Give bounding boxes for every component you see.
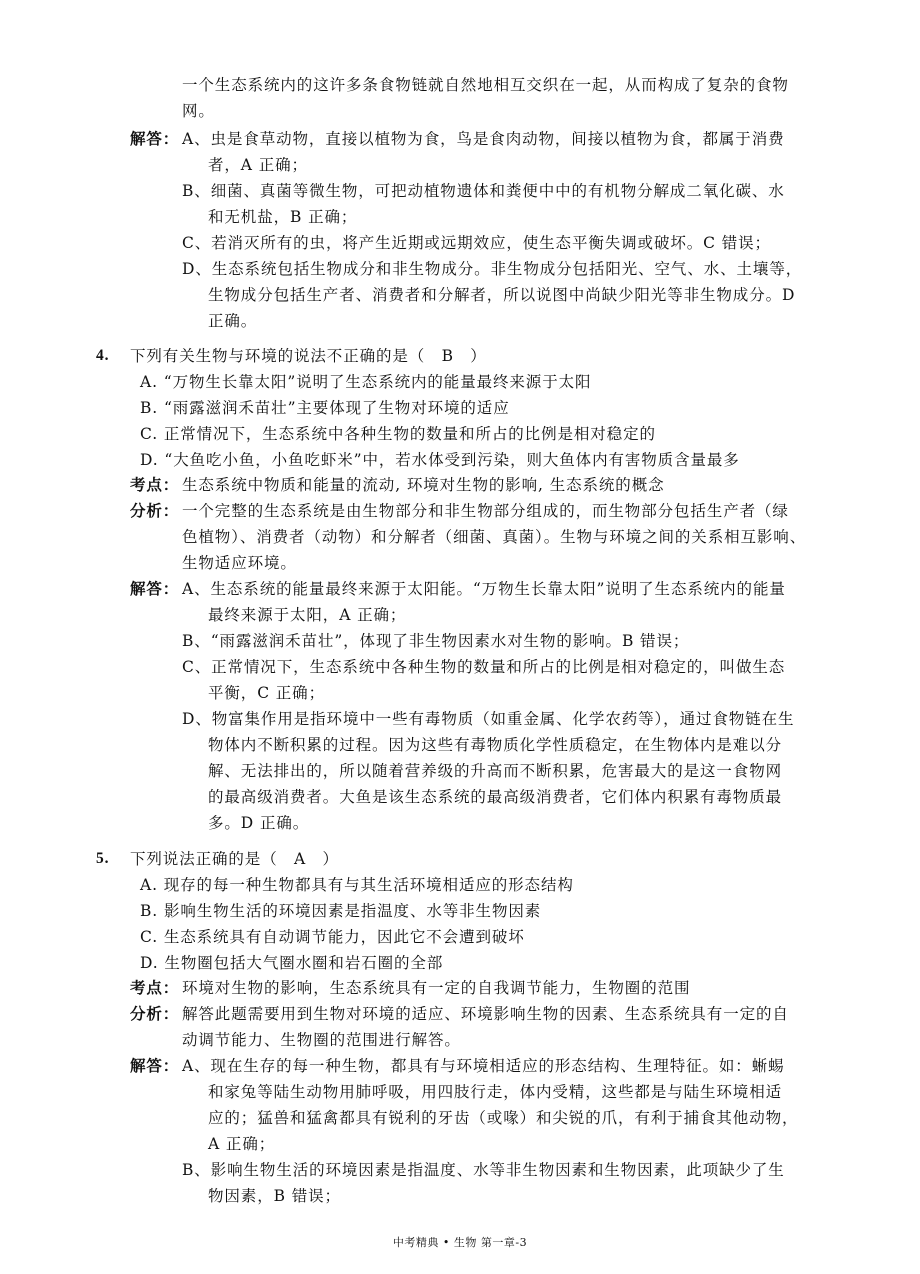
q4-number: 4. bbox=[96, 347, 110, 364]
q5-point: 环境对生物的影响，生态系统具有一定的自我调节能力，生物圈的范围 bbox=[182, 979, 691, 997]
q5-answer-line: A 正确； bbox=[208, 1135, 276, 1153]
q3-analysis-line: 网。 bbox=[182, 102, 215, 120]
q4-option-a: A. “万物生长靠太阳”说明了生态系统内的能量最终来源于太阳 bbox=[140, 373, 592, 391]
q3-answer-line: D、生态系统包括生物成分和非生物成分。非生物成分包括阳光、空气、水、土壤等， bbox=[182, 260, 803, 278]
q3-answer-line: 者，A 正确； bbox=[208, 156, 308, 174]
q4-analysis-line: 色植物）、消费者（动物）和分解者（细菌、真菌）。生物与环境之间的关系相互影响、 bbox=[182, 528, 807, 546]
q5-answer-line: B、影响生物生活的环境因素是指温度、水等非生物因素和生物因素，此项缺少了生 bbox=[182, 1161, 785, 1179]
q3-answer-line: B、细菌、真菌等微生物，可把动植物遗体和粪便中中的有机物分解成二氧化碳、水 bbox=[182, 182, 785, 200]
q5-stem: 下列说法正确的是（ A ） bbox=[130, 850, 339, 868]
q5-point-label: 考点： bbox=[130, 978, 180, 997]
q4-point: 生态系统中物质和能量的流动, 环境对生物的影响, 生态系统的概念 bbox=[182, 476, 665, 494]
q4-answer-line: A、生态系统的能量最终来源于太阳能。“万物生长靠太阳”说明了生态系统内的能量 bbox=[182, 580, 786, 598]
q5-answer-line: 物因素，B 错误； bbox=[208, 1187, 341, 1205]
q4-answer-line: 的最高级消费者。大鱼是该生态系统的最高级消费者，它们体内积累有毒物质最 bbox=[208, 788, 783, 806]
q5-analysis-line: 解答此题需要用到生物对环境的适应、环境影响生物的因素、生态系统具有一定的自 bbox=[182, 1005, 789, 1023]
q3-answer-label: 解答： bbox=[130, 129, 180, 148]
q3-answer-line: 和无机盐，B 正确； bbox=[208, 208, 358, 226]
q3-answer-line: C、若消灭所有的虫，将产生近期或远期效应，使生态平衡失调或破坏。C 错误； bbox=[182, 234, 771, 252]
q3-answer-line: 生物成分包括生产者、消费者和分解者，所以说图中尚缺少阳光等非生物成分。D bbox=[208, 286, 796, 304]
q4-answer-line: 解、无法排出的，所以随着营养级的升高而不断积累，危害最大的是这一食物网 bbox=[208, 762, 783, 780]
q4-option-c: C. 正常情况下，生态系统中各种生物的数量和所占的比例是相对稳定的 bbox=[140, 425, 656, 443]
q5-option-b: B. 影响生物生活的环境因素是指温度、水等非生物因素 bbox=[140, 902, 542, 920]
page-footer: 中考精典 • 生物 第一章-3 bbox=[392, 1236, 528, 1249]
q4-answer-line: 最终来源于太阳，A 正确； bbox=[208, 606, 407, 624]
q4-answer-label: 解答： bbox=[130, 579, 180, 598]
q5-answer-label: 解答： bbox=[130, 1056, 180, 1075]
q5-option-a: A. 现存的每一种生物都具有与其生活环境相适应的形态结构 bbox=[140, 876, 574, 894]
q4-option-d: D. “大鱼吃小鱼，小鱼吃虾米”中，若水体受到污染，则大鱼体内有害物质含量最多 bbox=[140, 451, 740, 469]
q4-answer-line: C、正常情况下，生态系统中各种生物的数量和所占的比例是相对稳定的，叫做生态 bbox=[182, 658, 786, 676]
q3-answer-line: 正确。 bbox=[208, 312, 258, 330]
q4-analysis-line: 一个完整的生态系统是由生物部分和非生物部分组成的，而生物部分包括生产者（绿 bbox=[182, 502, 789, 520]
q4-answer-line: 平衡，C 正确； bbox=[208, 684, 325, 702]
q5-number: 5. bbox=[96, 850, 110, 867]
q5-answer-line: A、现在生存的每一种生物，都具有与环境相适应的形态结构、生理特征。如：蜥蜴 bbox=[182, 1057, 785, 1075]
q4-option-b: B. “雨露滋润禾苗壮”主要体现了生物对环境的适应 bbox=[140, 399, 510, 417]
q4-point-label: 考点： bbox=[130, 475, 180, 494]
q4-analysis-line: 生物适应环境。 bbox=[182, 554, 297, 572]
q4-analysis-label: 分析： bbox=[130, 501, 180, 520]
q5-analysis-label: 分析： bbox=[130, 1004, 180, 1023]
q5-answer-line: 应的；猛兽和猛禽都具有锐利的牙齿（或喙）和尖锐的爪，有利于捕食其他动物， bbox=[208, 1109, 799, 1127]
q3-analysis-line: 一个生态系统内的这许多条食物链就自然地相互交织在一起，从而构成了复杂的食物 bbox=[182, 76, 789, 94]
q3-answer-line: A、虫是食草动物，直接以植物为食，鸟是食肉动物，间接以植物为食，都属于消费 bbox=[182, 130, 785, 148]
q4-answer-line: D、物富集作用是指环境中一些有毒物质（如重金属、化学农药等），通过食物链在生 bbox=[182, 710, 795, 728]
q4-stem: 下列有关生物与环境的说法不正确的是（ B ） bbox=[130, 347, 487, 365]
q4-answer-line: 多。D 正确。 bbox=[208, 814, 310, 832]
q4-answer-line: B、“雨露滋润禾苗壮”，体现了非生物因素水对生物的影响。B 错误； bbox=[182, 632, 690, 650]
q5-answer-line: 和家兔等陆生动物用肺呼吸，用四肢行走，体内受精，这些都是与陆生环境相适 bbox=[208, 1083, 783, 1101]
q4-answer-line: 物体内不断积累的过程。因为这些有毒物质化学性质稳定，在生物体内是难以分 bbox=[208, 736, 783, 754]
q5-analysis-line: 动调节能力、生物圈的范围进行解答。 bbox=[182, 1031, 461, 1049]
q5-option-d: D. 生物圈包括大气圈水圈和岩石圈的全部 bbox=[140, 954, 444, 972]
q5-option-c: C. 生态系统具有自动调节能力，因此它不会遭到破坏 bbox=[140, 928, 525, 946]
